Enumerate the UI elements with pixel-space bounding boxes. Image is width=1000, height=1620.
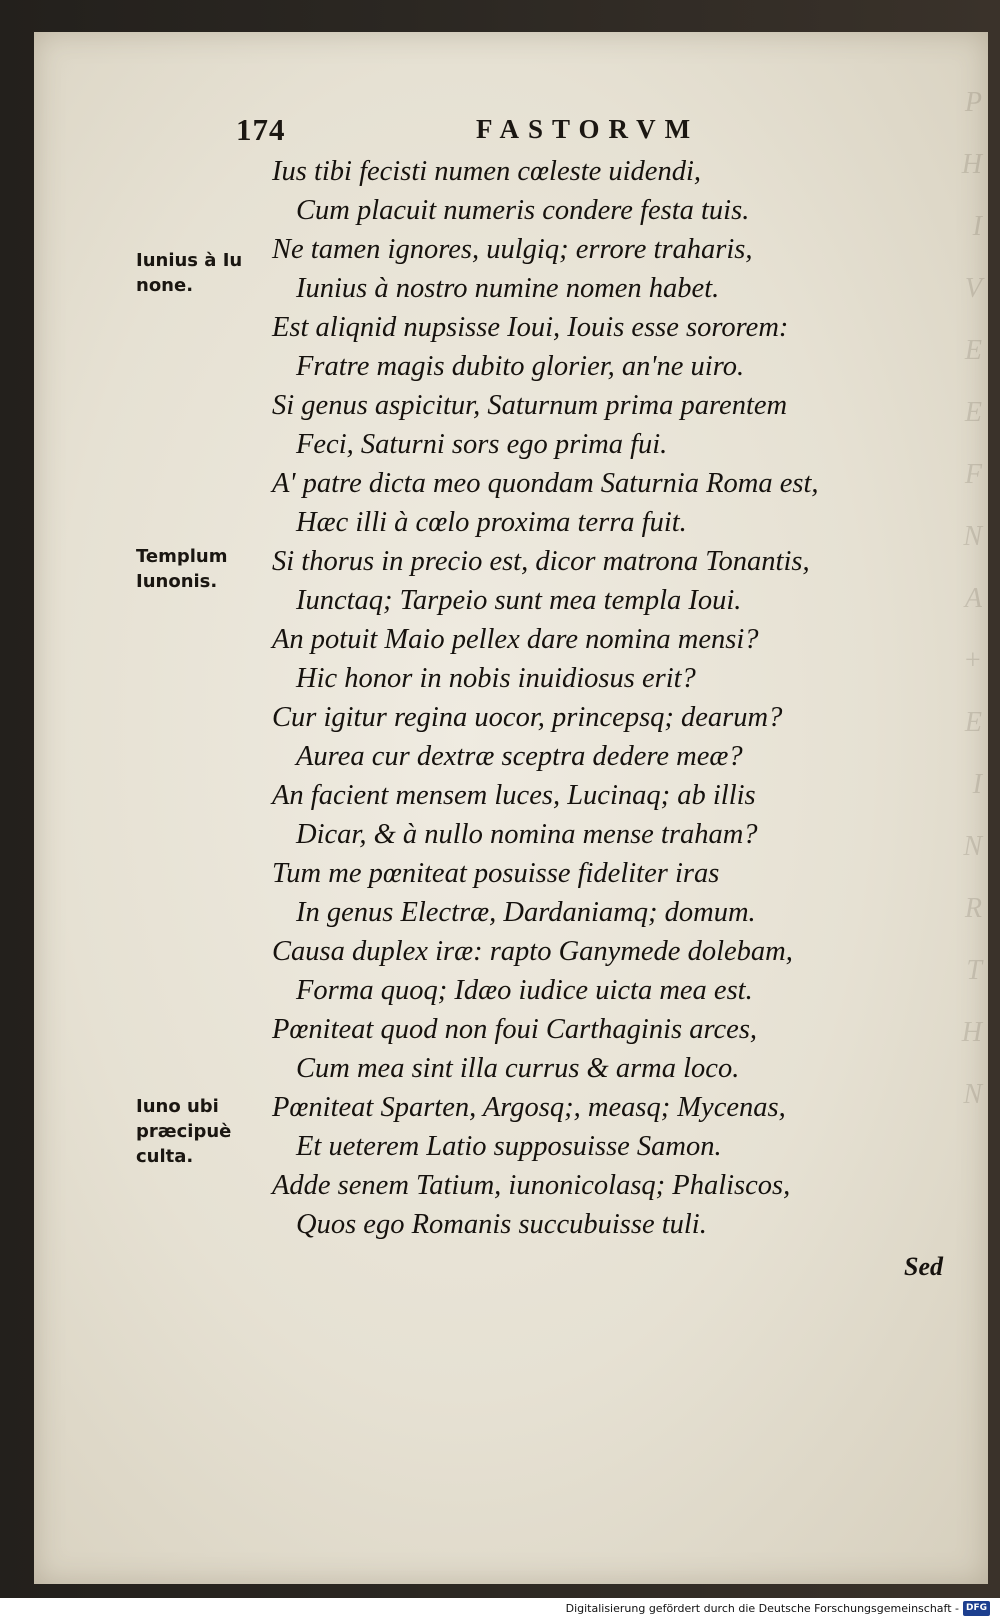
verse-line: An facient mensem luces, Lucinaq; ab illis (272, 780, 756, 811)
verse-line: Hæc illi à cœlo proxima terra fuit. (296, 507, 687, 538)
page-number: 174 (236, 112, 286, 147)
verse-line: Cur igitur regina uocor, princepsq; dearum? (272, 702, 783, 733)
verse-line: In genus Electræ, Dardaniamq; domum. (296, 897, 756, 928)
digitization-credit (566, 1598, 990, 1618)
verse-line: Ius tibi fecisti numen cœleste uidendi, (272, 156, 702, 187)
verse-line: Cum mea sint illa currus & arma loco. (296, 1053, 740, 1084)
verse-line: Hic honor in nobis inuidiosus erit? (296, 663, 696, 694)
running-head (236, 112, 796, 152)
verse-line: An potuit Maio pellex dare nomina mensi? (272, 624, 759, 655)
verse-line: Feci, Saturni sors ego prima fui. (296, 429, 668, 460)
catchword: Sed (904, 1252, 943, 1281)
verse-line: Dicar, & à nullo nomina mense traham? (296, 819, 758, 850)
verse-line: Est aliqnid nupsisse Ioui, Iouis esse sororem: (272, 312, 789, 343)
show-through-text: P H I V E E F N A + E I N R T H N (961, 87, 982, 1110)
margin-note-templum: Templum Iunonis. (136, 546, 228, 592)
verse-line: Causa duplex iræ: rapto Ganymede dolebam, (272, 936, 793, 967)
margin-note-iunius: Iunius à Iu none. (136, 250, 243, 296)
verse-line: Pœniteat quod non foui Carthaginis arces, (272, 1014, 758, 1045)
verse-line: Fratre magis dubito glorier, an'ne uiro. (296, 351, 745, 382)
verse-line: Pœniteat Sparten, Argosq;, measq; Mycenas, (272, 1092, 786, 1123)
margin-note-iuno-culta: Iuno ubi præcipuè culta. (136, 1096, 232, 1167)
verse-line: Et ueterem Latio supposuisse Samon. (296, 1131, 722, 1162)
verse-line: Ne tamen ignores, uulgiq; errore traharis, (272, 234, 753, 265)
verse-line: Adde senem Tatium, iunonicolasq; Phaliscos, (272, 1170, 791, 1201)
verse-line: Iunctaq; Tarpeio sunt mea templa Ioui. (296, 585, 742, 616)
verse-line: Si thorus in precio est, dicor matrona Tonantis, (272, 546, 810, 577)
verse-line: Iunius à nostro numine nomen habet. (296, 273, 720, 304)
verse-line: Quos ego Romanis succubuisse tuli. (296, 1209, 707, 1240)
verse-line: Cum placuit numeris condere festa tuis. (296, 195, 750, 226)
dfg-logo: DFG (963, 1601, 990, 1616)
verse-line: Si genus aspicitur, Saturnum prima parentem (272, 390, 788, 421)
running-title: FASTORVM (476, 114, 700, 144)
verse-line: Forma quoq; Idæo iudice uicta mea est. (296, 975, 753, 1006)
verse-line: A' patre dicta meo quondam Saturnia Roma est, (272, 468, 819, 499)
verse-block (272, 152, 892, 1244)
verse-line: Tum me pœniteat posuisse fideliter iras (272, 858, 720, 889)
verse-line: Aurea cur dextræ sceptra dedere meæ? (296, 741, 743, 772)
credit-text: Digitalisierung gefördert durch die Deutsche Forschungsgemeinschaft - (565, 1601, 959, 1615)
